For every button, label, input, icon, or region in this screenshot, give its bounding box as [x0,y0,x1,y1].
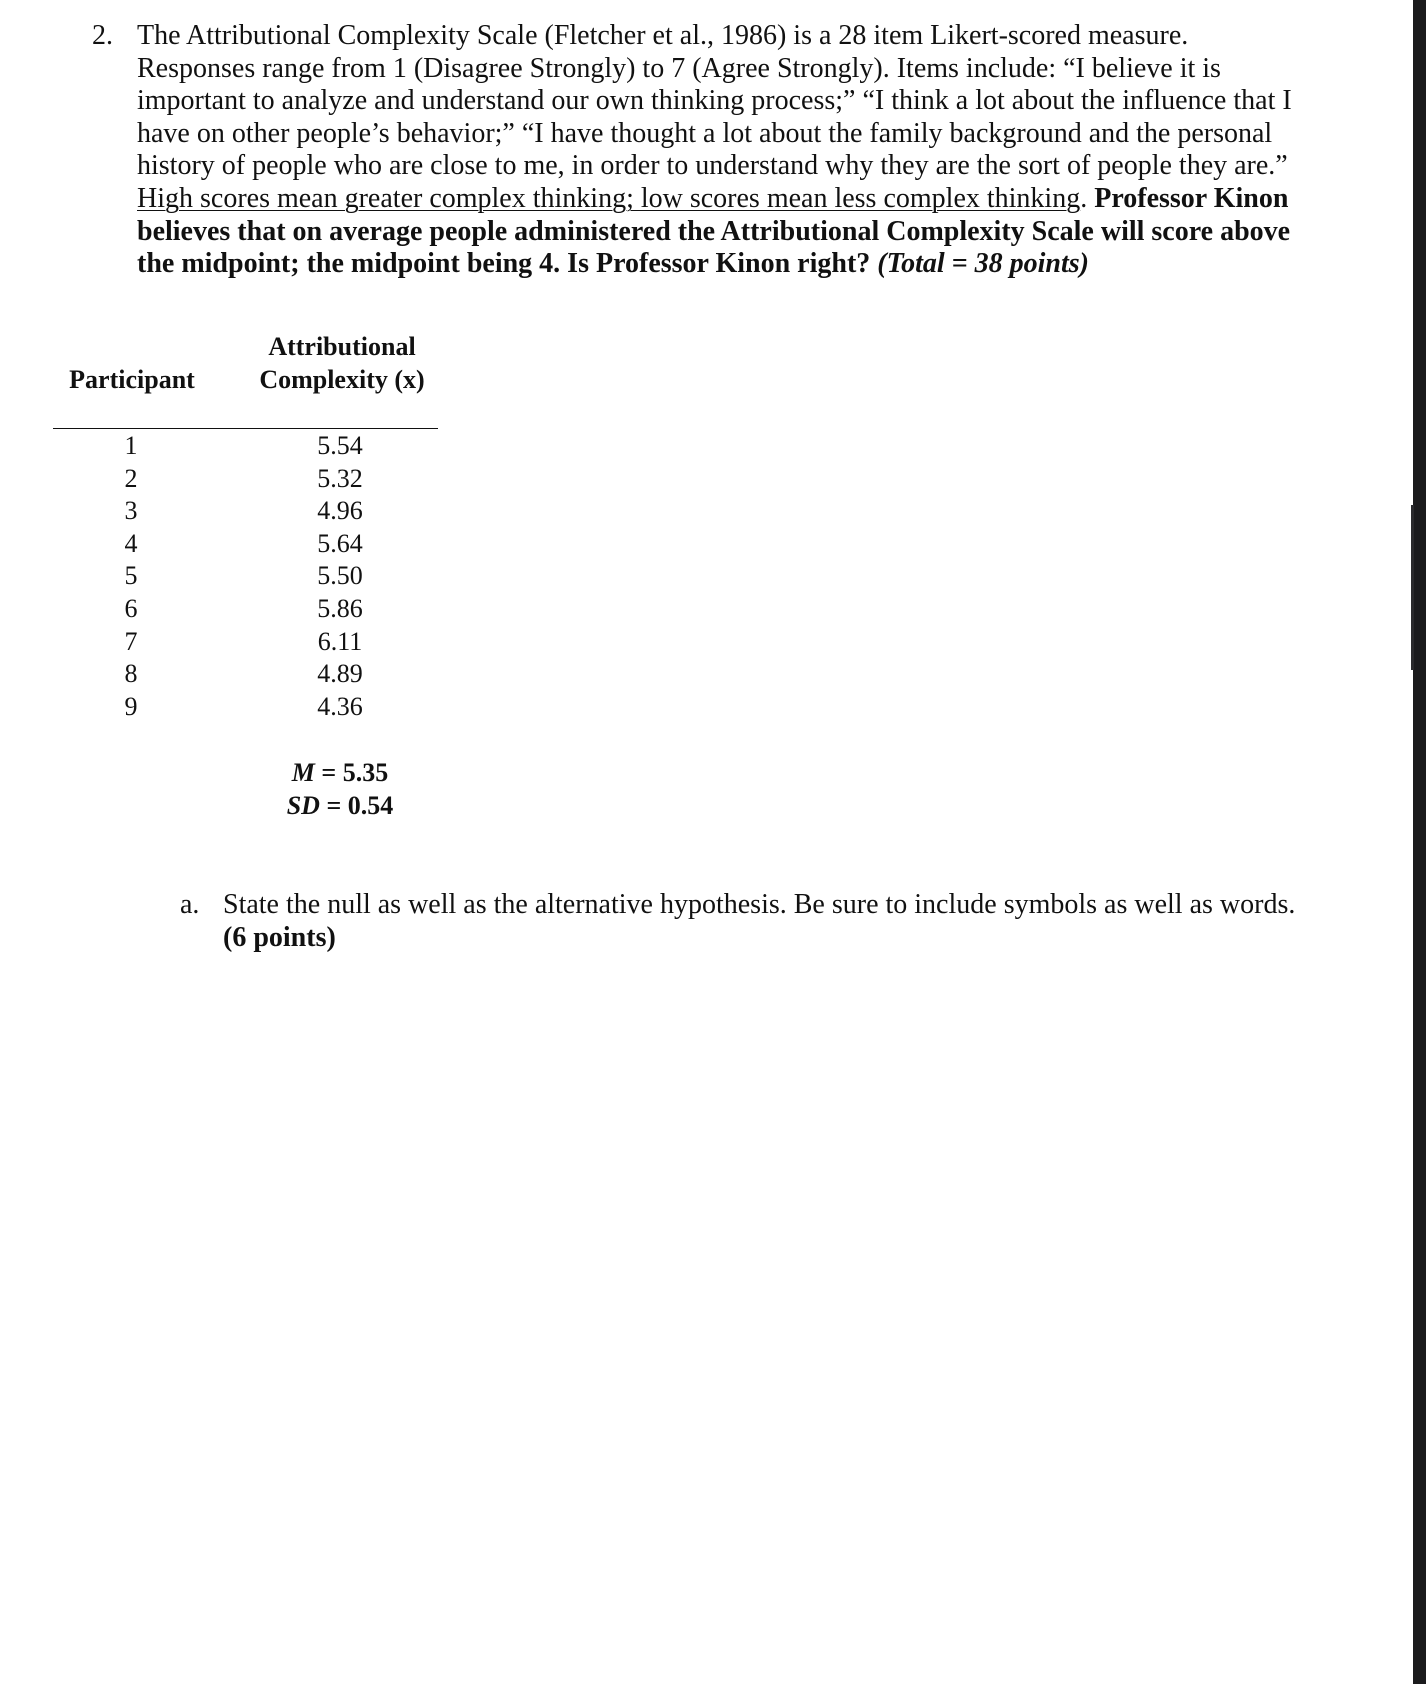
question-line: important to analyze and understand our own thinking process;” “I think a lot about the influence that I [137,85,1292,117]
score-value: 5.64 [317,528,363,558]
scoring-note-period: . [1080,182,1088,214]
claim-bold-start: Professor Kinon [1094,182,1289,214]
claim-bold-line: believes that on average people administered the Attributional Complexity Scale will score above [137,215,1291,247]
score-value: 4.36 [317,691,363,721]
score-value: 5.54 [317,431,363,460]
participant-id: 4 [124,528,138,558]
table-header-rule [53,428,438,429]
column-header-participant: Participant [69,365,195,394]
score-column [300,430,380,723]
score-value: 4.96 [317,496,363,526]
score-value: 5.32 [317,463,363,493]
participant-id: 2 [124,463,138,493]
participant-id: 5 [124,561,138,591]
claim-bold-end: the midpoint; the midpoint being 4. Is Professor Kinon right? [137,248,871,280]
window-edge [1413,0,1426,1684]
score-value: 6.11 [317,626,363,656]
column-header-line: Attributional [268,332,416,361]
participant-id: 9 [124,691,138,721]
mean-value: = 5.35 [314,758,389,787]
part-a-letter: a. [180,889,200,920]
score-value: 5.50 [317,561,363,591]
scoring-note-underlined: High scores mean greater complex thinking; low scores mean less complex thinking [137,182,1081,214]
summary-statistics [260,757,420,822]
question-line [137,183,1332,216]
question-line [137,248,1332,281]
question-number: 2. [92,20,113,51]
column-header-attributional-complexity [232,330,452,396]
participant-id: 1 [124,431,138,460]
part-a-instruction: State the null as well as the alternative hypothesis. Be sure to include symbols as well as words. [223,889,1296,920]
mean-statistic [260,757,420,790]
question-line: The Attributional Complexity Scale (Fletcher et al., 1986) is a 28 item Likert-scored measure. [137,20,1189,51]
total-points: (Total = 38 points) [877,248,1089,280]
participant-column [111,430,151,723]
column-header-line: Complexity (x) [259,365,425,394]
sd-symbol: SD [286,790,320,820]
scrollbar-track[interactable] [1411,505,1414,670]
participant-id: 3 [124,496,138,526]
part-a-text [223,889,1330,954]
question-line: Responses range from 1 (Disagree Strongly) to 7 (Agree Strongly). Items include: “I believe it is [137,52,1221,84]
score-value: 5.86 [317,593,363,623]
part-a-points: (6 points) [223,921,336,953]
participant-id: 7 [124,626,138,656]
question-line: have on other people’s behavior;” “I have thought a lot about the family background and the personal [137,117,1273,149]
participant-id: 8 [124,659,138,689]
sd-value: = 0.54 [319,790,394,820]
question-text [137,20,1332,281]
score-value: 4.89 [317,659,363,689]
sd-statistic [260,790,420,823]
question-line: history of people who are close to me, in order to understand why they are the sort of people they are.” [137,150,1288,182]
mean-symbol: M [291,758,315,787]
participant-id: 6 [124,593,138,623]
